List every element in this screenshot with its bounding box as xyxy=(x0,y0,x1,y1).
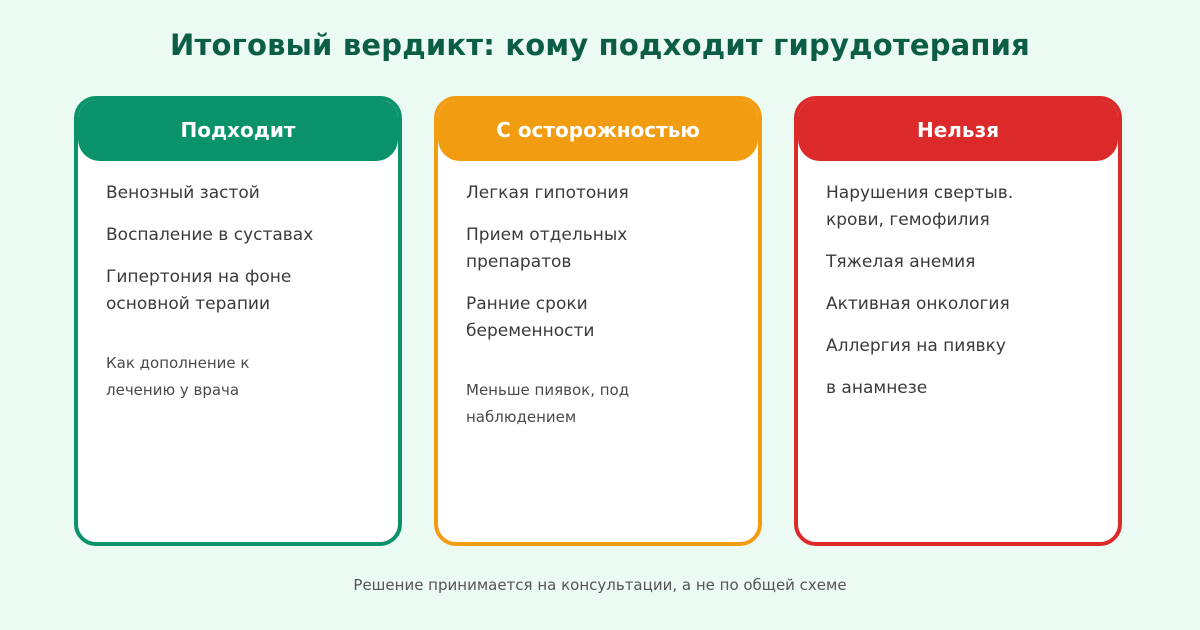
card-suitable-list xyxy=(106,180,382,404)
card-caution-note: Меньше пиявок, под наблюдением xyxy=(466,381,630,426)
card-caution-list xyxy=(466,180,742,431)
footer-note: Решение принимается на консультации, а не по общей схеме xyxy=(353,576,847,594)
card-caution-header: С осторожностью xyxy=(438,99,758,161)
list-item: Активная онкология xyxy=(826,294,1010,314)
page-title: Итоговый вердикт: кому подходит гирудотерапия xyxy=(170,28,1030,62)
list-item: Ранние сроки беременности xyxy=(466,294,595,341)
card-suitable xyxy=(74,96,402,546)
list-item: Венозный застой xyxy=(106,183,260,203)
card-caution xyxy=(434,96,762,546)
list-item: Тяжелая анемия xyxy=(826,252,976,272)
card-suitable-header: Подходит xyxy=(78,99,398,161)
list-item: Аллергия на пиявку xyxy=(826,336,1006,356)
list-item: в анамнезе xyxy=(826,378,928,398)
list-item: Нарушения свертыв. крови, гемофилия xyxy=(826,183,1014,230)
list-item: Гипертония на фоне основной терапии xyxy=(106,267,292,314)
card-forbidden xyxy=(794,96,1122,546)
card-forbidden-header: Нельзя xyxy=(798,99,1118,161)
card-suitable-note: Как дополнение к лечению у врача xyxy=(106,354,250,399)
card-forbidden-list xyxy=(826,180,1102,417)
list-item: Прием отдельных препаратов xyxy=(466,225,628,272)
list-item: Легкая гипотония xyxy=(466,183,629,203)
list-item: Воспаление в суставах xyxy=(106,225,314,245)
